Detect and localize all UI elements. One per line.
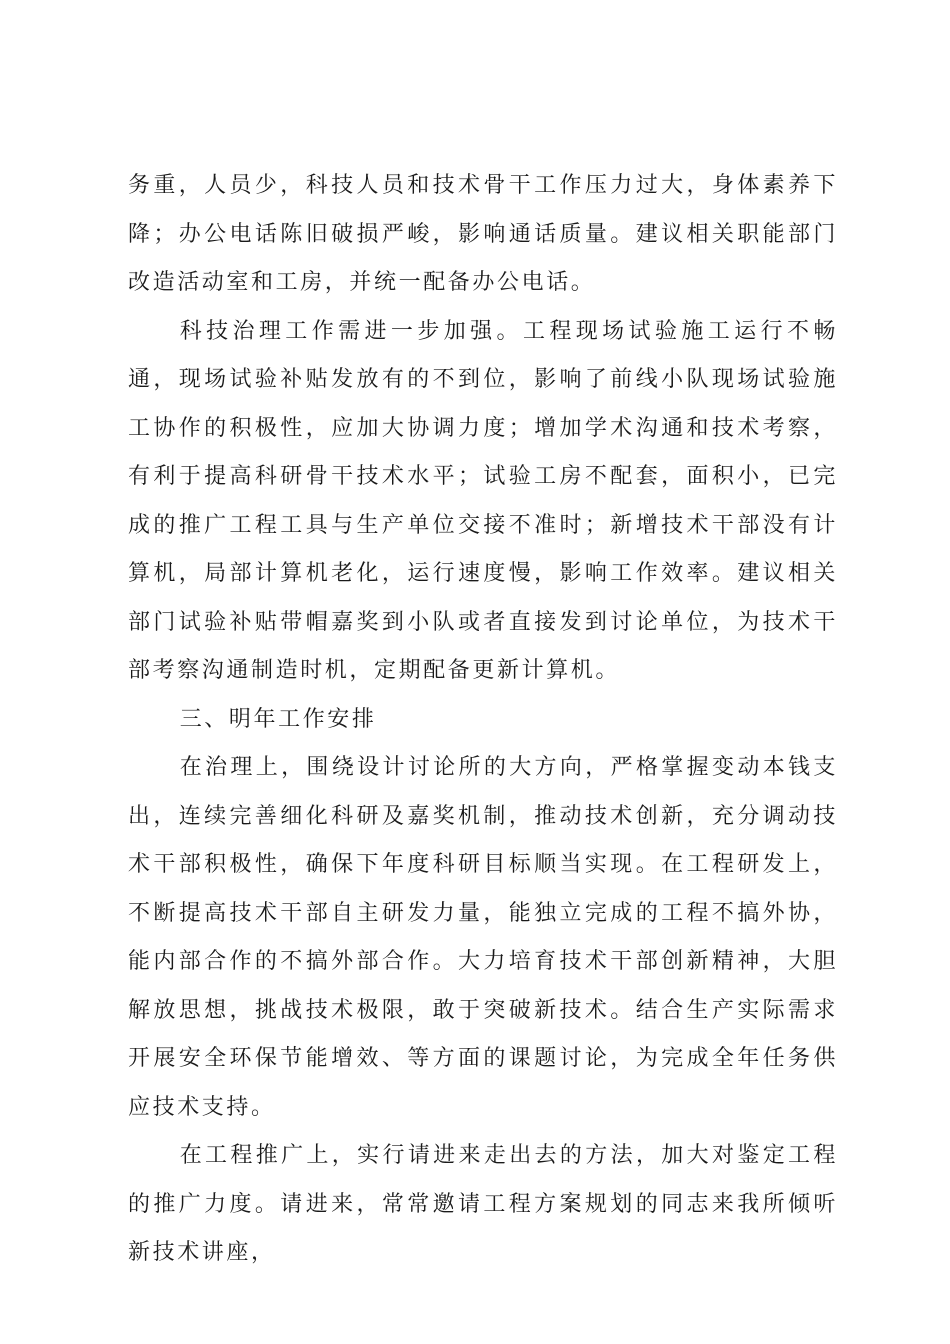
paragraph-project-promotion: 在工程推广上，实行请进来走出去的方法，加大对鉴定工程的推广力度。请进来，常常邀请工程方案规划的同志来我所倾听新技术讲座， [128, 1143, 838, 1265]
paragraph-tech-management: 科技治理工作需进一步加强。工程现场试验施工运行不畅通，现场试验补贴发放有的不到位，影响了前线小队现场试验施工协作的积极性，应加大协调力度；增加学术沟通和技术考察，有利于提高科研骨干技术水平；试验工房不配套，面积小，已完成的推广工程工具与生产单位交接不准时；新增技术干部没有计算机，局部计算机老化，运行速度慢，影响工作效率。建议相关部门试验补贴带帽嘉奖到小队或者直接发到讨论单位，为技术干部考察沟通制造时机，定期配备更新计算机。 [128, 318, 838, 683]
paragraph-continued: 务重，人员少，科技人员和技术骨干工作压力过大，身体素养下降；办公电话陈旧破损严峻，影响通话质量。建议相关职能部门改造活动室和工房，并统一配备办公电话。 [128, 173, 838, 295]
section-heading-next-year-plan: 三、明年工作安排 [179, 706, 377, 732]
paragraph-management-plan: 在治理上，围绕设计讨论所的大方向，严格掌握变动本钱支出，连续完善细化科研及嘉奖机制，推动技术创新，充分调动技术干部积极性，确保下年度科研目标顺当实现。在工程研发上，不断提高技术干部自主研发力量，能独立完成的工程不搞外协，能内部合作的不搞外部合作。大力培育技术干部创新精神，大胆解放思想，挑战技术极限，敢于突破新技术。结合生产实际需求开展安全环保节能增效、等方面的课题讨论，为完成全年任务供应技术支持。 [128, 755, 838, 1120]
document-body [128, 162, 838, 1278]
